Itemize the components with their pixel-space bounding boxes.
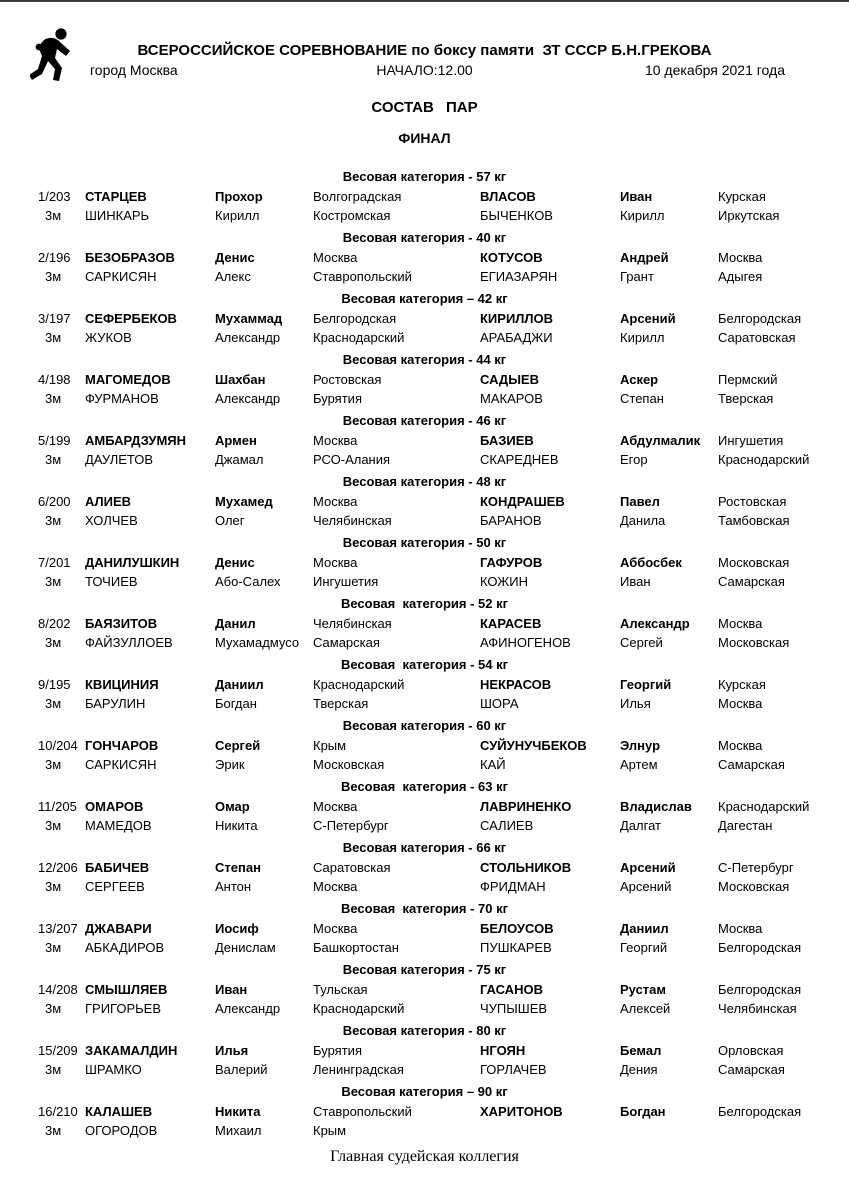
left-region: Москва — [313, 799, 358, 814]
start-time-label: НАЧАЛО:12.00 — [376, 62, 473, 78]
left-region: Челябинская — [313, 616, 392, 631]
right-surname: КОНДРАШЕВ — [480, 494, 565, 509]
left2-surname: БАРУЛИН — [85, 696, 146, 711]
finalists-row — [0, 614, 849, 633]
right-surname: ЛАВРИНЕНКО — [480, 799, 572, 814]
third-place-row — [0, 389, 849, 408]
right2-surname: АФИНОГЕНОВ — [480, 635, 571, 650]
left2-firstname: Мухамадмусо — [215, 635, 300, 650]
left2-firstname: Эрик — [215, 757, 245, 772]
left2-surname: ШРАМКО — [85, 1062, 142, 1077]
left2-region: Самарская — [313, 635, 380, 650]
finalists-row — [0, 492, 849, 511]
bout-number: 7/201 — [38, 555, 71, 570]
left-region: Крым — [313, 738, 347, 753]
right2-firstname: Сергей — [620, 635, 663, 650]
finalists-row — [0, 736, 849, 755]
right-firstname: Рустам — [620, 982, 667, 997]
place-label: 3м — [45, 940, 62, 955]
right2-region: Саратовская — [718, 330, 796, 345]
weight-category-label: Весовая категория – 90 кг — [341, 1084, 508, 1099]
city-label: город Москва — [90, 62, 178, 78]
left2-surname: ХОЛЧЕВ — [85, 513, 138, 528]
right2-region: Московская — [718, 635, 790, 650]
left-surname: БАЯЗИТОВ — [85, 616, 158, 631]
right-surname: НГОЯН — [480, 1043, 526, 1058]
left-surname: СЕФЕРБЕКОВ — [85, 311, 177, 326]
left-firstname: Данил — [215, 616, 256, 631]
weight-category-label: Весовая категория - 80 кг — [342, 1023, 507, 1038]
bout-number: 15/209 — [38, 1043, 78, 1058]
finalists-row — [0, 248, 849, 267]
left2-region: Ингушетия — [313, 574, 379, 589]
right-surname: БАЗИЕВ — [480, 433, 534, 448]
right-surname: БЕЛОУСОВ — [480, 921, 554, 936]
right-region: Краснодарский — [718, 799, 810, 814]
third-place-row — [0, 877, 849, 896]
right2-region: Москва — [718, 696, 763, 711]
right-firstname: Абдулмалик — [620, 433, 701, 448]
left2-region: Бурятия — [313, 391, 362, 406]
right2-firstname: Данила — [620, 513, 666, 528]
place-label: 3м — [45, 1062, 62, 1077]
left2-firstname: Кирилл — [215, 208, 260, 223]
third-place-row — [0, 816, 849, 835]
weight-category-label: Весовая категория - 63 кг — [340, 779, 509, 794]
left2-region: Московская — [313, 757, 385, 772]
bout-number: 14/208 — [38, 982, 78, 997]
left2-firstname: Валерий — [215, 1062, 268, 1077]
right-region: Курская — [718, 189, 766, 204]
left-firstname: Даниил — [215, 677, 264, 692]
right2-surname: МАКАРОВ — [480, 391, 543, 406]
left-region: Волгоградская — [313, 189, 402, 204]
right2-firstname: Грант — [620, 269, 654, 284]
left-surname: БЕЗОБРАЗОВ — [85, 250, 175, 265]
left2-region: Челябинская — [313, 513, 392, 528]
place-label: 3м — [45, 1123, 62, 1138]
right2-firstname: Степан — [620, 391, 664, 406]
left2-surname: ГРИГОРЬЕВ — [85, 1001, 162, 1016]
left2-surname: САРКИСЯН — [85, 269, 157, 284]
bout-block — [0, 472, 849, 530]
place-label: 3м — [45, 513, 62, 528]
bout-block — [0, 350, 849, 408]
bout-block — [0, 777, 849, 835]
left-region: Саратовская — [313, 860, 391, 875]
right2-region: Челябинская — [718, 1001, 797, 1016]
left2-region: Краснодарский — [313, 1001, 405, 1016]
bout-number: 13/207 — [38, 921, 78, 936]
left-region: Тульская — [313, 982, 368, 997]
weight-category-label: Весовая категория – 42 кг — [341, 291, 508, 306]
third-place-row — [0, 938, 849, 957]
right-firstname: Богдан — [620, 1104, 666, 1119]
left2-surname: ФАЙЗУЛЛОЕВ — [85, 635, 173, 650]
bout-block — [0, 1082, 849, 1140]
right-firstname: Аскер — [620, 372, 659, 387]
bout-number: 11/205 — [38, 799, 77, 814]
weight-category-label: Весовая категория - 44 кг — [342, 352, 507, 367]
right-firstname: Владислав — [620, 799, 692, 814]
right2-firstname — [620, 1121, 718, 1140]
left2-region: Краснодарский — [313, 330, 405, 345]
weight-category-label: Весовая категория - 70 кг — [340, 901, 509, 916]
right2-region: Тверская — [718, 391, 774, 406]
right2-region: Иркутская — [718, 208, 780, 223]
right-region: Ростовская — [718, 494, 787, 509]
left-region: Москва — [313, 494, 358, 509]
right2-region: Адыгея — [718, 269, 763, 284]
weight-category-label: Весовая категория - 60 кг — [342, 718, 507, 733]
right-surname: ВЛАСОВ — [480, 189, 536, 204]
right2-region: Московская — [718, 879, 790, 894]
left-firstname: Омар — [215, 799, 250, 814]
bout-block — [0, 899, 849, 957]
right-region: Московская — [718, 555, 790, 570]
left2-region: Ставропольский — [313, 269, 412, 284]
left2-region: Костромская — [313, 208, 391, 223]
left-firstname: Иван — [215, 982, 248, 997]
third-place-row — [0, 633, 849, 652]
place-label: 3м — [45, 1001, 62, 1016]
bout-number: 1/203 — [38, 189, 71, 204]
left2-region: Крым — [313, 1123, 347, 1138]
meta-line — [0, 62, 849, 82]
left-surname: МАГОМЕДОВ — [85, 372, 171, 387]
bout-number: 2/196 — [38, 250, 71, 265]
place-label: 3м — [45, 818, 62, 833]
bout-block — [0, 1021, 849, 1079]
bout-number: 8/202 — [38, 616, 71, 631]
bout-number: 10/204 — [38, 738, 78, 753]
right-surname: НЕКРАСОВ — [480, 677, 552, 692]
bout-number: 3/197 — [38, 311, 71, 326]
left-firstname: Мухаммад — [215, 311, 283, 326]
bout-block — [0, 411, 849, 469]
right-region: Москва — [718, 921, 763, 936]
right-region: Москва — [718, 738, 763, 753]
left2-region: Ленинградская — [313, 1062, 404, 1077]
left2-region: С-Петербург — [313, 818, 389, 833]
right-region: Курская — [718, 677, 766, 692]
left-firstname: Денис — [215, 555, 255, 570]
right-surname: КАРАСЕВ — [480, 616, 542, 631]
right-region: Ингушетия — [718, 433, 784, 448]
third-place-row — [0, 572, 849, 591]
third-place-row — [0, 694, 849, 713]
right2-firstname: Иван — [620, 574, 651, 589]
place-label: 3м — [45, 757, 62, 772]
left2-region: РСО-Алания — [313, 452, 391, 467]
left-surname: ДАНИЛУШКИН — [85, 555, 180, 570]
right-firstname: Арсений — [620, 860, 676, 875]
left2-firstname: Денислам — [215, 940, 276, 955]
finalists-row — [0, 187, 849, 206]
finalists-row — [0, 1041, 849, 1060]
bout-block — [0, 533, 849, 591]
right-firstname: Элнур — [620, 738, 661, 753]
finalists-row — [0, 980, 849, 999]
left2-firstname: Александр — [215, 391, 281, 406]
bout-number: 6/200 — [38, 494, 71, 509]
right-region: Орловская — [718, 1043, 784, 1058]
left2-firstname: Никита — [215, 818, 258, 833]
right2-firstname: Георгий — [620, 940, 668, 955]
weight-category-label: Весовая категория - 48 кг — [342, 474, 507, 489]
third-place-row — [0, 328, 849, 347]
left2-surname: СЕРГЕЕВ — [85, 879, 145, 894]
right2-region — [718, 1121, 839, 1140]
left-firstname: Илья — [215, 1043, 249, 1058]
third-place-row — [0, 267, 849, 286]
weight-category-label: Весовая категория - 46 кг — [342, 413, 507, 428]
right2-surname — [480, 1121, 620, 1140]
left2-surname: ЖУКОВ — [85, 330, 132, 345]
right-surname: КОТУСОВ — [480, 250, 543, 265]
left-region: Белгородская — [313, 311, 397, 326]
right2-firstname: Дения — [620, 1062, 658, 1077]
weight-category-label: Весовая категория - 75 кг — [342, 962, 507, 977]
left-region: Ставропольский — [313, 1104, 412, 1119]
right2-surname: ШОРА — [480, 696, 519, 711]
left-surname: ДЖАВАРИ — [85, 921, 152, 936]
third-place-row — [0, 755, 849, 774]
right2-region: Дагестан — [718, 818, 773, 833]
right2-firstname: Кирилл — [620, 330, 665, 345]
left-firstname: Сергей — [215, 738, 261, 753]
left-surname: АЛИЕВ — [85, 494, 132, 509]
bout-block — [0, 228, 849, 286]
place-label: 3м — [45, 269, 62, 284]
right-firstname: Арсений — [620, 311, 676, 326]
left-surname: КВИЦИНИЯ — [85, 677, 159, 692]
right-surname: ХАРИТОНОВ — [480, 1104, 563, 1119]
place-label: 3м — [45, 635, 62, 650]
third-place-row — [0, 511, 849, 530]
place-label: 3м — [45, 452, 62, 467]
bout-block — [0, 716, 849, 774]
document-page — [0, 2, 849, 1200]
weight-category-label: Весовая категория - 54 кг — [340, 657, 509, 672]
left2-surname: САРКИСЯН — [85, 757, 157, 772]
place-label: 3м — [45, 208, 62, 223]
right2-surname: СКАРЕДНЕВ — [480, 452, 559, 467]
bout-number: 16/210 — [38, 1104, 78, 1119]
left2-firstname: Антон — [215, 879, 252, 894]
left-firstname: Денис — [215, 250, 255, 265]
weight-category-label: Весовая категория - 66 кг — [342, 840, 507, 855]
right2-surname: КОЖИН — [480, 574, 528, 589]
left-firstname: Иосиф — [215, 921, 259, 936]
left2-firstname: Михаил — [215, 1123, 262, 1138]
right2-surname: САЛИЕВ — [480, 818, 534, 833]
left-firstname: Армен — [215, 433, 257, 448]
weight-category-label: Весовая категория - 57 кг — [342, 169, 507, 184]
left2-firstname: Александр — [215, 330, 281, 345]
right2-firstname: Кирилл — [620, 208, 665, 223]
left2-firstname: Олег — [215, 513, 245, 528]
right2-firstname: Егор — [620, 452, 648, 467]
left-region: Москва — [313, 555, 358, 570]
left-firstname: Шахбан — [215, 372, 266, 387]
weight-category-label: Весовая категория - 50 кг — [342, 535, 507, 550]
right-region: Москва — [718, 250, 763, 265]
left2-firstname: Александр — [215, 1001, 281, 1016]
right-region: Белгородская — [718, 982, 802, 997]
bout-block — [0, 655, 849, 713]
bout-block — [0, 838, 849, 896]
right-surname: ГАСАНОВ — [480, 982, 543, 997]
bouts-list — [0, 164, 849, 1140]
right-region: Москва — [718, 616, 763, 631]
right2-region: Белгородская — [718, 940, 802, 955]
left-firstname: Степан — [215, 860, 261, 875]
bout-block — [0, 167, 849, 225]
left2-firstname: Джамал — [215, 452, 264, 467]
left2-region: Москва — [313, 879, 358, 894]
third-place-row — [0, 999, 849, 1018]
right2-surname: ЧУПЫШЕВ — [480, 1001, 548, 1016]
finalists-row — [0, 675, 849, 694]
finalists-row — [0, 1102, 849, 1121]
bout-block — [0, 289, 849, 347]
right-firstname: Иван — [620, 189, 653, 204]
right-surname: ГАФУРОВ — [480, 555, 543, 570]
finalists-row — [0, 919, 849, 938]
left-surname: СТАРЦЕВ — [85, 189, 147, 204]
left2-surname: ОГОРОДОВ — [85, 1123, 158, 1138]
right-surname: САДЫЕВ — [480, 372, 539, 387]
third-place-row — [0, 1121, 849, 1140]
right2-surname: ЕГИАЗАРЯН — [480, 269, 558, 284]
pairs-heading: СОСТАВ ПАР — [371, 99, 478, 116]
right2-firstname: Алексей — [620, 1001, 671, 1016]
right2-region: Самарская — [718, 1062, 785, 1077]
place-label: 3м — [45, 330, 62, 345]
right2-region: Самарская — [718, 574, 785, 589]
third-place-row — [0, 450, 849, 469]
right-region: Пермский — [718, 372, 778, 387]
right-surname: СТОЛЬНИКОВ — [480, 860, 572, 875]
left2-firstname: Або-Салех — [215, 574, 281, 589]
right-surname: КИРИЛЛОВ — [480, 311, 554, 326]
left2-surname: АБКАДИРОВ — [85, 940, 165, 955]
right-surname: СУЙУНУЧБЕКОВ — [480, 738, 587, 753]
right2-firstname: Илья — [620, 696, 651, 711]
right2-surname: ФРИДМАН — [480, 879, 546, 894]
right-firstname: Георгий — [620, 677, 672, 692]
weight-category-label: Весовая категория - 40 кг — [342, 230, 507, 245]
left2-surname: МАМЕДОВ — [85, 818, 152, 833]
left2-region: Башкортостан — [313, 940, 399, 955]
third-place-row — [0, 1060, 849, 1079]
left-region: Ростовская — [313, 372, 382, 387]
third-place-row — [0, 206, 849, 225]
weight-category-label: Весовая категория - 52 кг — [340, 596, 509, 611]
left-surname: АМБАРДЗУМЯН — [85, 433, 187, 448]
left-firstname: Мухамед — [215, 494, 273, 509]
right2-firstname: Далгат — [620, 818, 661, 833]
left2-surname: ШИНКАРЬ — [85, 208, 150, 223]
place-label: 3м — [45, 879, 62, 894]
left-surname: БАБИЧЕВ — [85, 860, 150, 875]
right-firstname: Даниил — [620, 921, 669, 936]
right-firstname: Андрей — [620, 250, 669, 265]
right2-firstname: Арсений — [620, 879, 672, 894]
right2-region: Тамбовская — [718, 513, 790, 528]
right2-surname: БЫЧЕНКОВ — [480, 208, 553, 223]
left-surname: ГОНЧАРОВ — [85, 738, 159, 753]
final-heading: ФИНАЛ — [398, 130, 451, 146]
left-surname: ОМАРОВ — [85, 799, 144, 814]
left-region: Москва — [313, 921, 358, 936]
left-firstname: Прохор — [215, 189, 263, 204]
left-surname: КАЛАШЕВ — [85, 1104, 153, 1119]
place-label: 3м — [45, 574, 62, 589]
left-surname: СМЫШЛЯЕВ — [85, 982, 168, 997]
finalists-row — [0, 370, 849, 389]
date-label: 10 декабря 2021 года — [644, 62, 785, 78]
footer-label: Главная судейская коллегия — [330, 1148, 519, 1165]
left2-firstname: Алекс — [215, 269, 251, 284]
bout-number: 12/206 — [38, 860, 78, 875]
right-firstname: Павел — [620, 494, 660, 509]
right2-firstname: Артем — [620, 757, 658, 772]
bout-block — [0, 960, 849, 1018]
right-firstname: Бемал — [620, 1043, 662, 1058]
right2-surname: ПУШКАРЕВ — [480, 940, 552, 955]
right2-region: Краснодарский — [718, 452, 810, 467]
bout-number: 5/199 — [38, 433, 71, 448]
left2-region: Тверская — [313, 696, 369, 711]
right2-region: Самарская — [718, 757, 785, 772]
left-region: Краснодарский — [313, 677, 405, 692]
finalists-row — [0, 431, 849, 450]
left-firstname: Никита — [215, 1104, 261, 1119]
left2-surname: ДАУЛЕТОВ — [85, 452, 154, 467]
bout-block — [0, 594, 849, 652]
left2-surname: ТОЧИЕВ — [85, 574, 138, 589]
finalists-row — [0, 858, 849, 877]
left-region: Москва — [313, 433, 358, 448]
finalists-row — [0, 553, 849, 572]
place-label: 3м — [45, 696, 62, 711]
right2-surname: ГОРЛАЧЕВ — [480, 1062, 547, 1077]
right2-surname: БАРАНОВ — [480, 513, 542, 528]
right-region: Белгородская — [718, 311, 802, 326]
left-region: Москва — [313, 250, 358, 265]
left2-surname: ФУРМАНОВ — [85, 391, 159, 406]
right-firstname: Александр — [620, 616, 690, 631]
right2-surname: КАЙ — [480, 757, 506, 772]
left-region: Бурятия — [313, 1043, 362, 1058]
right-region: Белгородская — [718, 1104, 802, 1119]
left2-firstname: Богдан — [215, 696, 257, 711]
right-region: С-Петербург — [718, 860, 794, 875]
left-surname: ЗАКАМАЛДИН — [85, 1043, 178, 1058]
place-label: 3м — [45, 391, 62, 406]
bout-number: 9/195 — [38, 677, 71, 692]
finalists-row — [0, 309, 849, 328]
right2-surname: АРАБАДЖИ — [480, 330, 553, 345]
finalists-row — [0, 797, 849, 816]
bout-number: 4/198 — [38, 372, 71, 387]
right-firstname: Аббосбек — [620, 555, 682, 570]
document-title: ВСЕРОССИЙСКОЕ СОРЕВНОВАНИЕ по боксу памяти ЗТ СССР Б.Н.ГРЕКОВА — [137, 42, 712, 59]
